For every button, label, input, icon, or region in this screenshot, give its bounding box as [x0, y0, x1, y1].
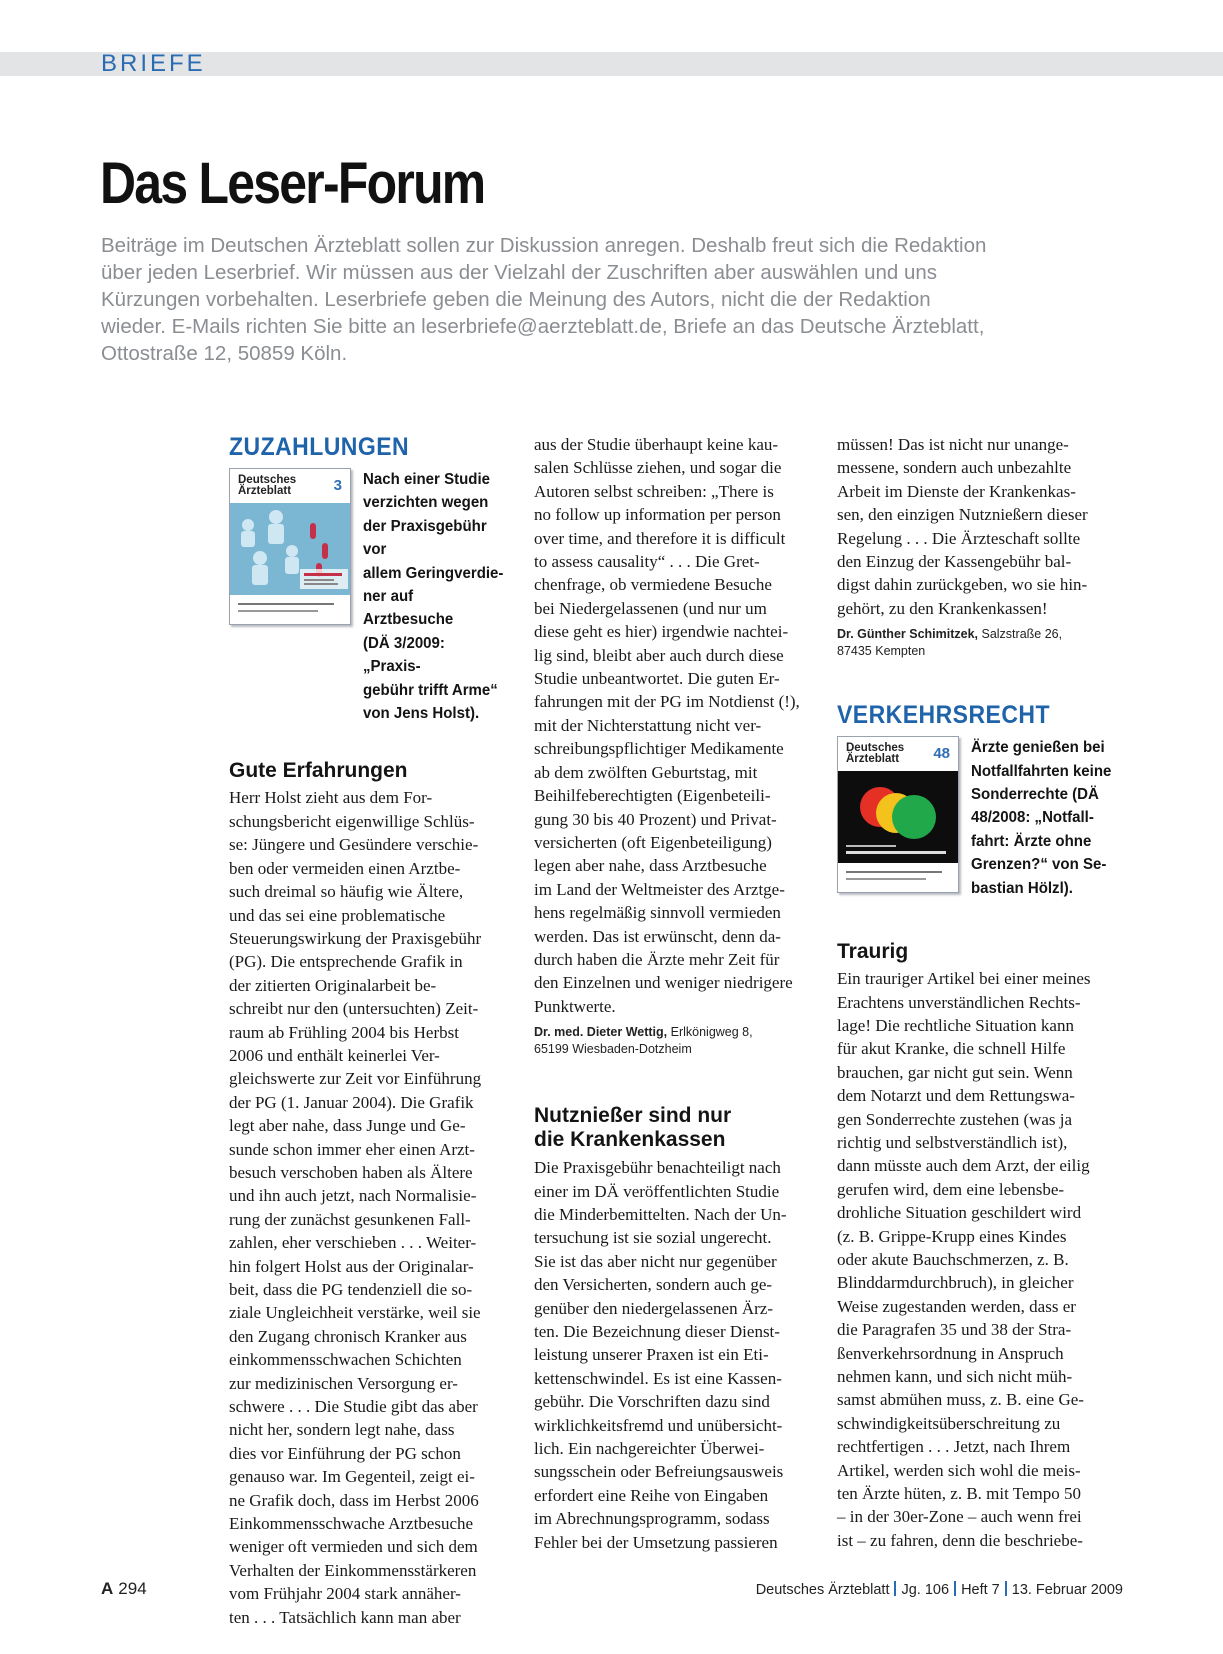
letter-body: Die Praxisgebühr benachteiligt nach einer im DÄ veröffentlichten Studie die Minderbemittelten. Nach der Un- tersuchung ist sie sozial ungerecht. Sie ist das aber nicht nur gegenüber den Versicherten, sondern auch ge- genüber den niedergelassenen Ärz- ten. Die Bezeichnung dieser Dienst- leistung unserer Praxen ist ein Eti- kettenschwindel. Es ist eine Kassen- gebühr. Die Vorschriften dazu sind wirklichkeitsfremd und unübersicht- lich. Ein nachgereichter Überwei- sungsschein oder Befreiungsausweis erfordert eine Reihe von Eingaben im Abrechnungsprogramm, sodass Fehler bei der Umsetzung passieren: [534, 1158, 787, 1552]
author-address: Salzstraße 26, 87435 Kempten: [837, 627, 1063, 659]
letter-heading-traurig: Traurig: [837, 940, 909, 964]
cover-image-issue-48: [837, 736, 959, 893]
letter-heading-nutzniesser: Nutznießer sind nur die Krankenkassen: [534, 1104, 732, 1152]
letter-signature: [534, 1024, 818, 1058]
publication-info: [756, 1581, 1123, 1598]
teaser-block: [837, 736, 1121, 900]
author-address: Erlkönigweg 8, 65199 Wiesbaden-Dotzheim: [534, 1025, 753, 1057]
cover-text-line: [238, 603, 334, 605]
issue: Heft 7: [961, 1582, 1000, 1598]
letter-body: Ein trauriger Artikel bei einer meines Erachtens unverständlichen Rechts- lage! Die rechtliche Situation kann für akut Kranke, die schnell Hilfe brauchen, gar nicht gut sein. Wenn dem Notarzt und dem Rettungswa- gen Sonderrechte zustehen (was ja richtig und selbstverständlich ist), dann müsste auch dem Arzt, der eilig gerufen wird, dem eine lebensbe- drohliche Situation geschildert wird (z. B. Grippe-Krupp eines Kindes oder akute Bauchschmerzen, z. B. Blinddarmdurchbruch), in gleicher Weise zugestanden werden, dass er die Paragrafen 35 und 38 der Stra- ßenverkehrsordnung in Anspruch nehmen kann, und sich nicht müh- samst abmühen muss, z. B. eine Ge- schwindigkeitsüberschreitung zu rechtfertigen . . . Jetzt, nach Ihrem Artikel, werden sich wohl die meis- ten Ärzte hüten, z. B. mit Tempo 50 – in der 30er-Zone – auch wenn frei ist – zu fahren, denn die beschriebe-: [837, 969, 1091, 1550]
letter-heading-gute-erfahrungen: Gute Erfahrungen: [229, 759, 408, 783]
page-number-value: 294: [118, 1579, 147, 1598]
teaser-text: Nach einer Studie verzichten wegen der Praxisgebühr vor allem Geringverdie- ner auf Arztbesuche (DÄ 3/2009: „Praxis- gebühr trifft Arme“ von Jens Holst).: [363, 471, 504, 723]
cover-issue-number: 3: [333, 477, 342, 494]
intro-text: Beiträge im Deutschen Ärzteblatt sollen zur Diskussion anregen. Deshalb freut sich die Redaktion über jeden Leserbrief. Wir müssen aus der Vielzahl der Zuschriften aber auswählen und uns Kürzungen vorbehalten. Leserbriefe geben die Meinung des Autors, nicht die der Redaktion wieder. E-Mails richten Sie bitte an leserbriefe@aerzteblatt.de, Briefe an das Deutsche Ärzteblatt, Ottostraße 12, 50859 Köln.: [101, 234, 987, 365]
cover-illustration: [230, 503, 350, 595]
separator: [1005, 1581, 1007, 1596]
teaser-text: Ärzte genießen bei Notfallfahrten keine Sonderrechte (DÄ 48/2008: „Notfall- fahrt: Ärzte ohne Grenzen?“ von Se- bastian Hölzl).: [971, 739, 1112, 897]
cover-text-line: [846, 871, 942, 873]
letter-body: Herr Holst zieht aus dem For- schungsbericht eigenwillige Schlüs- se: Jüngere und Gesündere verschie- ben oder vermeiden einen Arztbe- such dreimal so häufig wie Ältere, und das sei eine problematische Steuerungswirkung der Praxisgebühr (PG). Die entsprechende Grafik in der zitierten Originalarbeit be- schreibt nur den (untersuchten) Zeit- raum ab Frühling 2004 bis Herbst 2006 und enthält keinerlei Ver- gleichswerte zur Zeit vor Einführung der PG (1. Januar 2004). Die Grafik legt aber nahe, dass Junge und Ge- sunde schon immer eher einen Arzt- besuch verschoben haben als Ältere und ihn auch jetzt, nach Normalisie- rung der zunächst gesunkenen Fall- zahlen, eher verschieben . . . Weiter- hin folgert Holst aus der Originalar- beit, dass die PG tendenziell die so- ziale Ungleichheit verstärke, weil sie den Zugang chronisch Kranker aus einkommensschwachen Schichten zur medizinischen Versorgung er- schwere . . . Die Studie gibt das aber nicht her, sondern legt nahe, dass dies vor Einführung der PG schon genauso war. Im Gegenteil, zeigt ei- ne Grafik doch, dass im Herbst 2006 Einkommensschwache Arztbesuche weniger oft vermieden und sich dem Verhalten der Einkommensstärkeren vom Frühjahr 2004 stark annäher- ten . . . Tatsächlich kann man aber: [229, 788, 482, 1627]
cover-text-line: [846, 878, 926, 880]
cover-text-line: [238, 610, 318, 612]
volume: Jg. 106: [901, 1582, 950, 1598]
topic-heading-verkehrsrecht: VERKEHRSRECHT: [837, 701, 1051, 730]
letter-signature: [837, 626, 1121, 660]
publication-name: Deutsches Ärzteblatt: [755, 1582, 890, 1598]
column-3: [837, 433, 1121, 1552]
teaser-block: [229, 468, 517, 725]
author-name: Dr. med. Dieter Wettig,: [534, 1025, 668, 1040]
cover-masthead: Deutsches Ärzteblatt: [238, 474, 297, 497]
column-2: [534, 433, 818, 1554]
cover-masthead: Deutsches Ärzteblatt: [846, 742, 905, 766]
author-name: Dr. Günther Schimitzek,: [837, 627, 979, 642]
letter-body-continued: müssen! Das ist nicht nur unange- messene, sondern auch unbezahlte Arbeit im Dienste der Krankenkas- sen, den einzigen Nutznießern dieser Regelung . . . Die Ärzteschaft sollte den Einzug der Kassengebühr bal- digst dahin zurückgeben, wo sie hin- gehört, zu den Krankenkassen!: [837, 435, 1088, 618]
cover-image-issue-3: [229, 468, 351, 625]
cover-illustration: [838, 771, 958, 863]
column-1: [229, 432, 517, 1629]
letter-body-continued: aus der Studie überhaupt keine kau- salen Schlüsse ziehen, und sogar die Autoren selbst schreiben: „There is no follow up information per person over time, and therefore it is difficult to assess causality“ . . . Die Gret- chenfrage, ob vermiedene Besuche bei Niedergelassenen (und nur um diese geht es hier) irgendwie nachtei- lig sind, bleibt aber auch durch diese Studie unbeantwortet. Die guten Er- fahrungen mit der PG im Notdienst (!), mit der Nichterstattung nicht ver- schreibungspflichtiger Medikamente ab dem zwölften Geburtstag, mit Beihilfeberechtigten (Eigenbeteili- gung 30 bis 40 Prozent) und Privat- versicherten (oft Eigenbeteiligung) legen aber nahe, dass Arztbesuche im Land der Weltmeister des Arztge- hens regelmäßig sinnvoll vermieden werden. Das ist erwünscht, denn da- durch haben die Ärzte mehr Zeit für den Einzelnen und weniger niedrigere Punktwerte.: [534, 435, 800, 1016]
topic-heading-zuzahlungen: ZUZAHLUNGEN: [229, 433, 410, 461]
page-prefix: A: [101, 1579, 114, 1598]
issue-date: 13. Februar 2009: [1011, 1582, 1123, 1598]
cover-issue-number: 48: [933, 745, 950, 763]
page-number: [101, 1579, 147, 1599]
section-label: BRIEFE: [101, 50, 206, 77]
page-title: Das Leser-Forum: [100, 151, 485, 216]
separator: [954, 1581, 956, 1596]
separator: [894, 1581, 896, 1596]
